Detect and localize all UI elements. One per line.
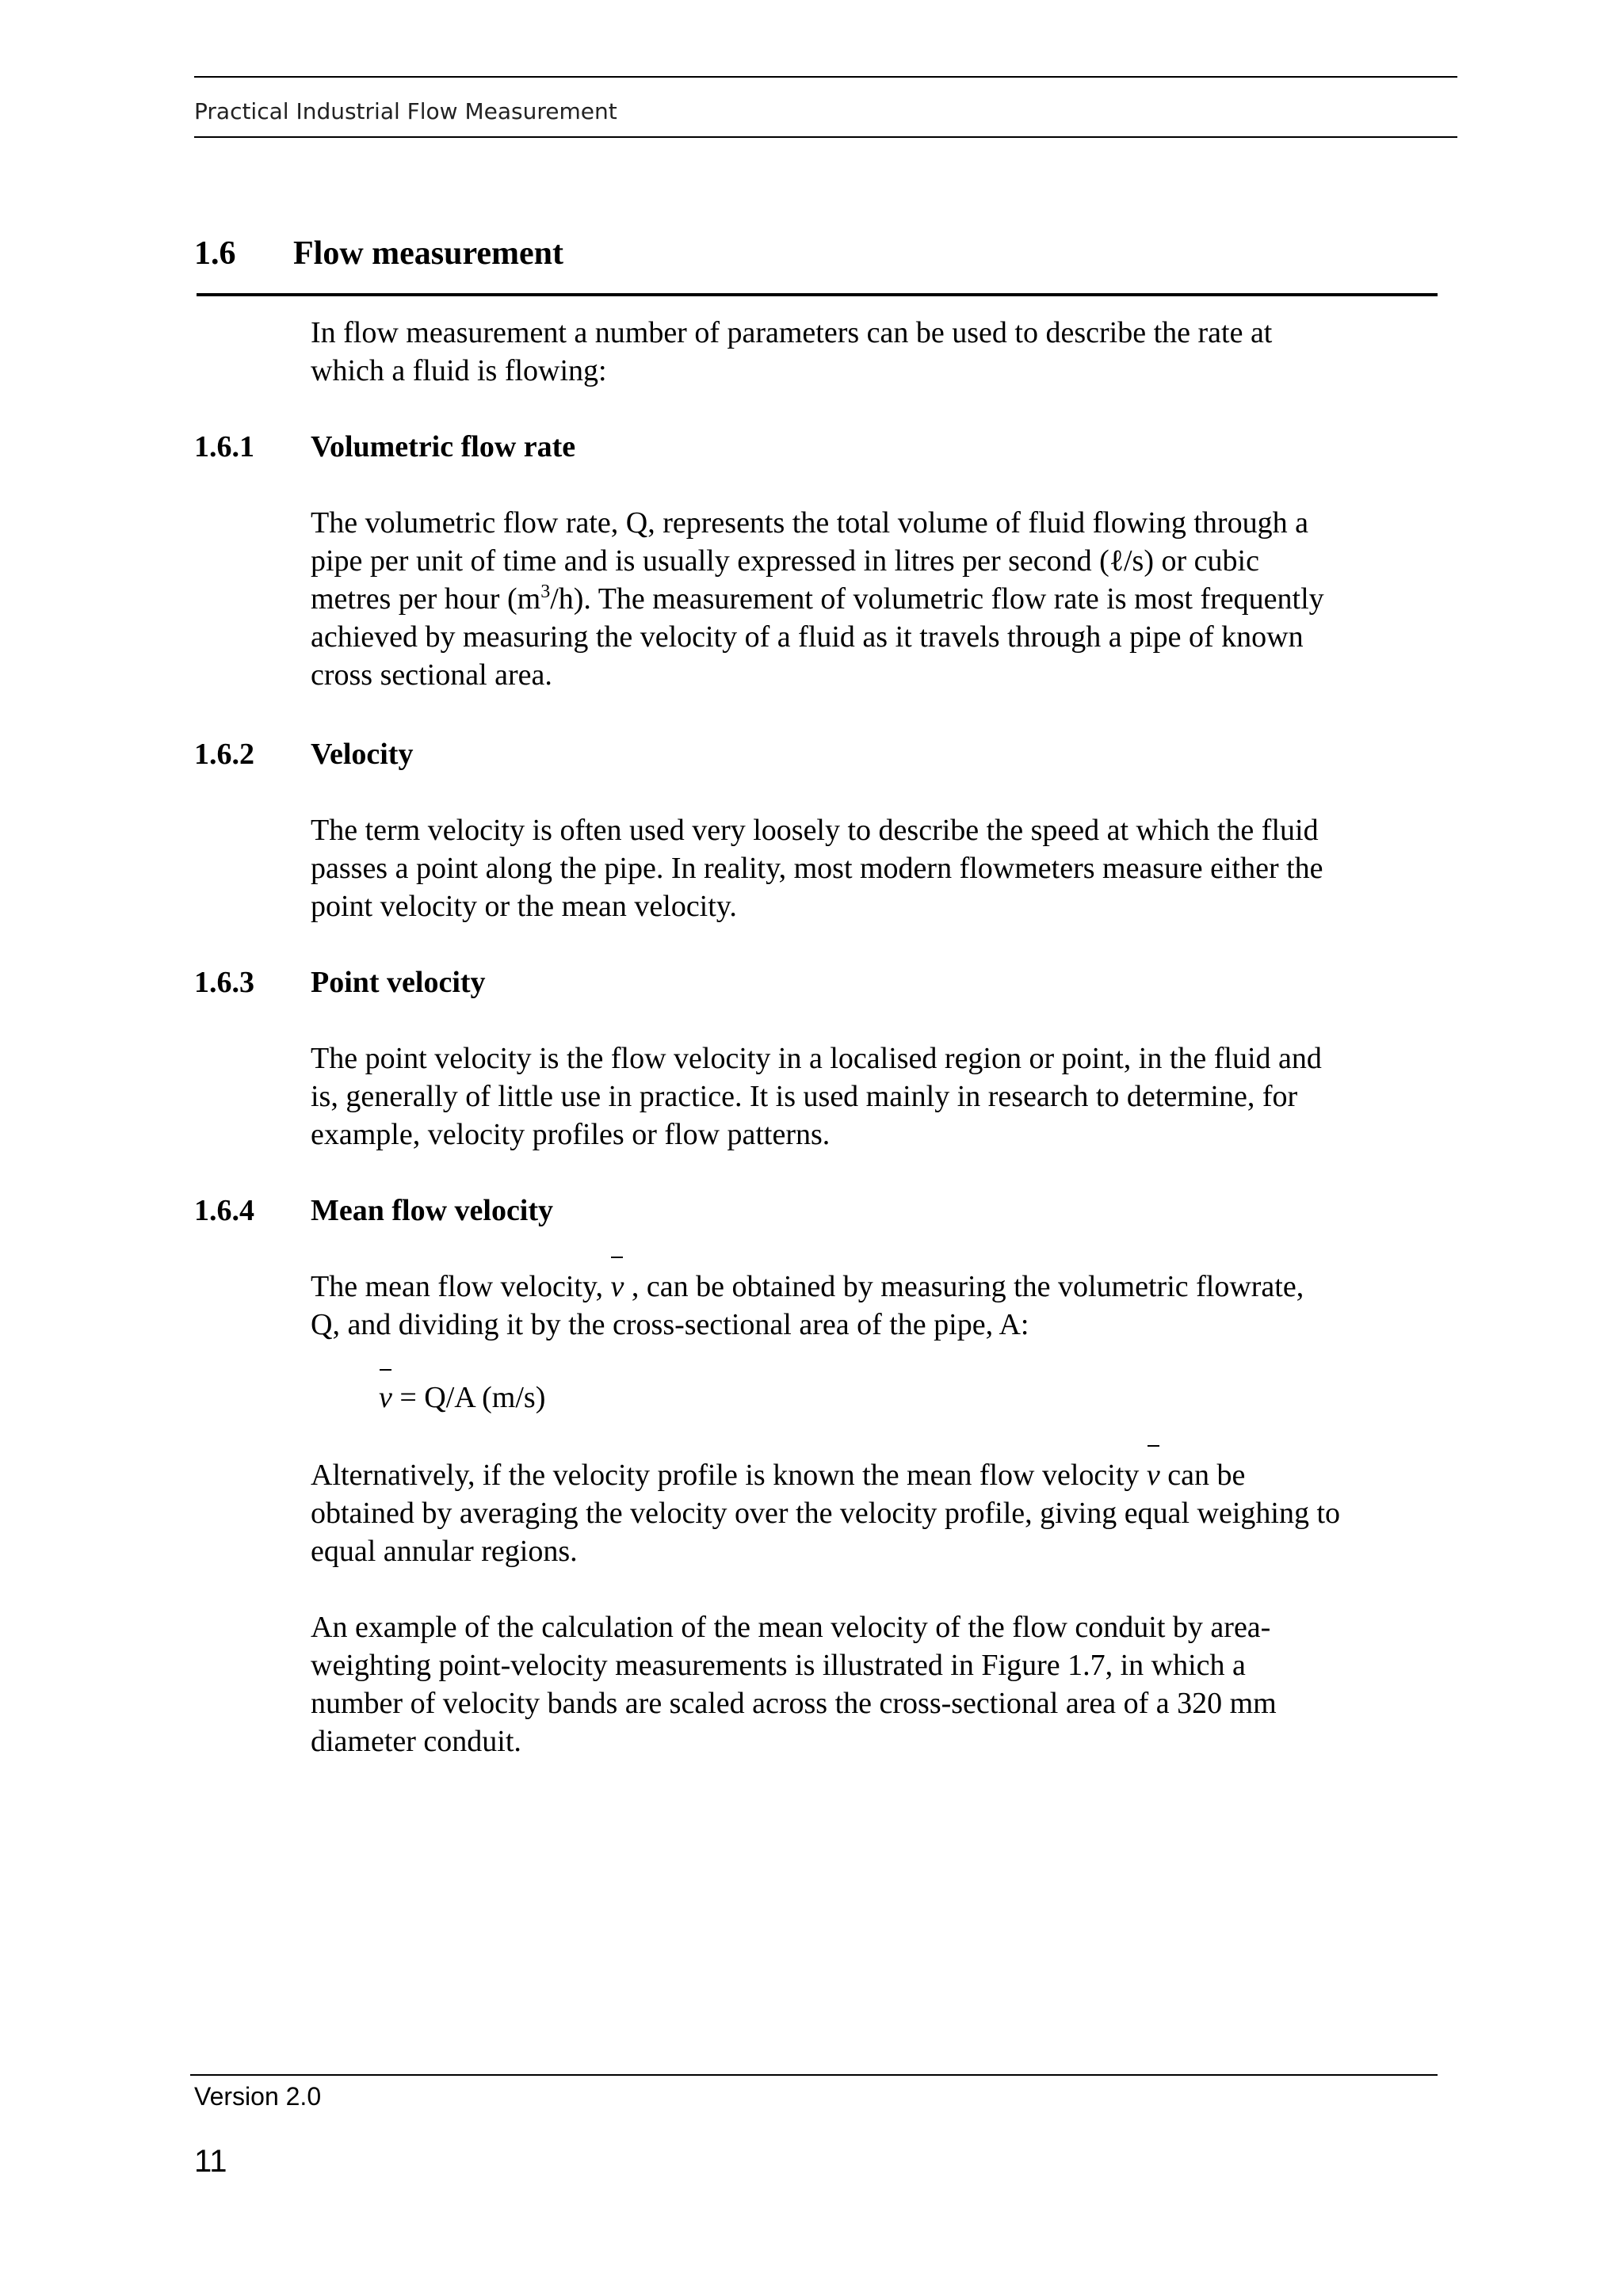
header-top-rule [194, 76, 1457, 78]
text-line: The volumetric flow rate, Q, represents the total volume of fluid flowing through a [311, 506, 1308, 540]
formula-rest: = Q/A (m/s) [391, 1381, 546, 1414]
text-line: example, velocity profiles or flow patterns. [311, 1118, 831, 1151]
header-bottom-rule [194, 136, 1457, 138]
text-line [311, 580, 1452, 618]
text-line: point velocity or the mean velocity. [311, 890, 737, 923]
mean-velocity-paragraph-3 [311, 1608, 1452, 1760]
text-line: In flow measurement a number of parameters can be used to describe the rate at [311, 316, 1273, 349]
running-header: Practical Industrial Flow Measurement [194, 98, 617, 124]
subsection-number: 1.6.1 [194, 430, 254, 463]
superscript: 3 [540, 582, 551, 602]
text-line: passes a point along the pipe. In reality, most modern flowmeters measure either the [311, 852, 1323, 885]
text-line: which a fluid is flowing: [311, 354, 607, 387]
text-line: achieved by measuring the velocity of a fluid as it travels through a pipe of known [311, 620, 1304, 654]
page-number: 11 [194, 2144, 227, 2179]
subsection-number: 1.6.3 [194, 966, 254, 999]
v-bar-symbol: v [1147, 1456, 1160, 1494]
text-fragment: can be [1159, 1459, 1246, 1492]
section-title: Flow measurement [293, 235, 563, 272]
point-velocity-paragraph [311, 1039, 1452, 1154]
version-label: Version 2.0 [194, 2082, 322, 2111]
text-line [311, 1456, 1452, 1494]
text-line: number of velocity bands are scaled across the cross-sectional area of a 320 mm [311, 1687, 1277, 1720]
subsection-number: 1.6.2 [194, 738, 254, 771]
subsection-title: Velocity [311, 738, 414, 771]
subsection-number: 1.6.4 [194, 1194, 254, 1227]
v-bar-symbol: v [610, 1268, 624, 1306]
text-fragment: metres per hour (m [311, 582, 541, 616]
text-line: The point velocity is the flow velocity in a localised region or point, in the fluid and [311, 1042, 1322, 1075]
subsection-title: Volumetric flow rate [311, 430, 576, 463]
text-line: pipe per unit of time and is usually expressed in litres per second (ℓ/s) or cubic [311, 544, 1259, 578]
mean-velocity-paragraph-2 [311, 1456, 1452, 1570]
volumetric-flow-paragraph [311, 504, 1452, 694]
mean-velocity-paragraph-1 [311, 1268, 1452, 1344]
section-number: 1.6 [194, 235, 236, 272]
mean-velocity-formula [379, 1380, 545, 1415]
velocity-paragraph [311, 811, 1452, 925]
text-line: diameter conduit. [311, 1725, 521, 1758]
text-line: equal annular regions. [311, 1535, 578, 1568]
v-bar-symbol: v [379, 1381, 392, 1414]
text-line: is, generally of little use in practice. It is used mainly in research to determine, for [311, 1080, 1298, 1113]
subsection-title: Point velocity [311, 966, 486, 999]
text-line [311, 1268, 1452, 1306]
text-line: cross sectional area. [311, 658, 552, 692]
text-fragment: Alternatively, if the velocity profile is known the mean flow velocity [311, 1459, 1147, 1492]
text-line: Q, and dividing it by the cross-sectional area of the pipe, A: [311, 1308, 1029, 1341]
text-line: An example of the calculation of the mean velocity of the flow conduit by area- [311, 1611, 1271, 1644]
text-fragment: The mean flow velocity, [311, 1270, 611, 1303]
section-rule [197, 293, 1438, 296]
intro-paragraph [311, 314, 1452, 390]
footer-rule [190, 2074, 1438, 2076]
subsection-title: Mean flow velocity [311, 1194, 554, 1227]
text-fragment: /h). The measurement of volumetric flow rate is most frequently [550, 582, 1324, 616]
text-line: The term velocity is often used very loosely to describe the speed at which the fluid [311, 814, 1319, 847]
text-line: weighting point-velocity measurements is illustrated in Figure 1.7, in which a [311, 1649, 1246, 1682]
text-line: obtained by averaging the velocity over the velocity profile, giving equal weighing to [311, 1497, 1341, 1530]
text-fragment: , can be obtained by measuring the volumetric flowrate, [624, 1270, 1304, 1303]
